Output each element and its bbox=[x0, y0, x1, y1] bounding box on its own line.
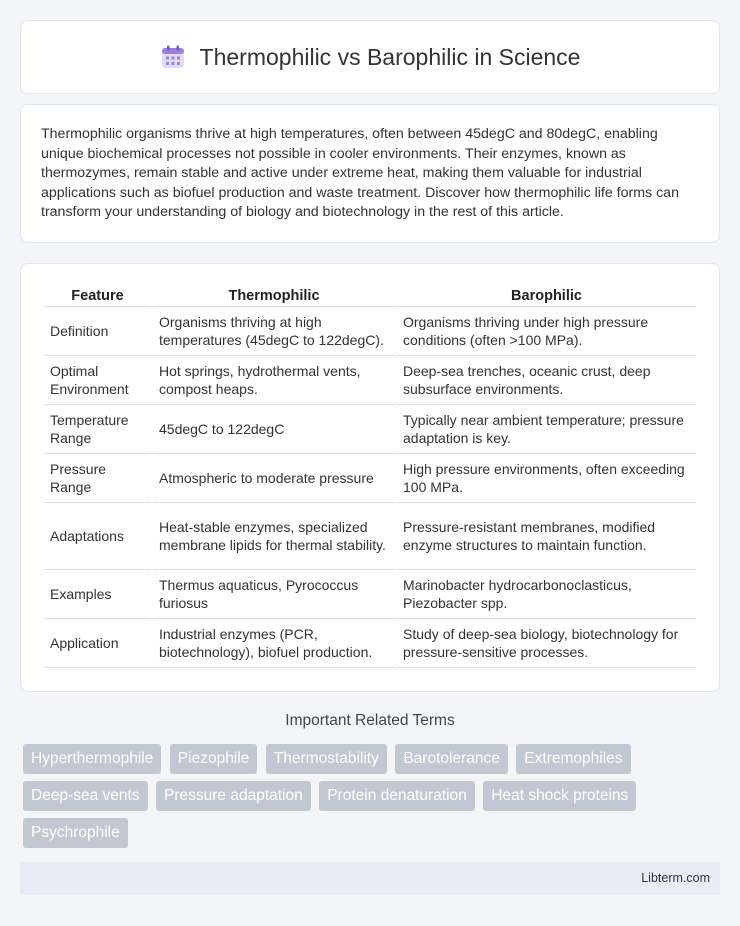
comparison-card bbox=[20, 263, 720, 692]
footer bbox=[20, 862, 720, 895]
row-feature: Definition bbox=[44, 307, 151, 356]
header-thermophilic: Thermophilic bbox=[153, 284, 395, 307]
term-tag[interactable]: Thermostability bbox=[266, 744, 387, 774]
row-feature: Pressure Range bbox=[44, 454, 151, 503]
row-thermophilic: Atmospheric to moderate pressure bbox=[153, 454, 395, 503]
term-tag[interactable]: Barotolerance bbox=[395, 744, 508, 774]
header-card bbox=[20, 20, 720, 94]
row-thermophilic: Thermus aquaticus, Pyrococcus furiosus bbox=[153, 570, 395, 619]
row-feature: Application bbox=[44, 619, 151, 668]
footer-brand-link[interactable]: Libterm.com bbox=[641, 871, 710, 885]
related-terms-title: Important Related Terms bbox=[285, 712, 455, 729]
row-barophilic: High pressure environments, often exceeding 100 MPa. bbox=[397, 454, 696, 503]
row-thermophilic: 45degC to 122degC bbox=[153, 405, 395, 454]
comparison-table bbox=[42, 284, 698, 668]
row-barophilic: Deep-sea trenches, oceanic crust, deep subsurface environments. bbox=[397, 356, 696, 405]
table-row bbox=[44, 454, 696, 503]
table-row bbox=[44, 405, 696, 454]
term-tag[interactable]: Deep-sea vents bbox=[23, 781, 148, 811]
table-row bbox=[44, 307, 696, 356]
row-barophilic: Typically near ambient temperature; pressure adaptation is key. bbox=[397, 405, 696, 454]
intro-card bbox=[20, 104, 720, 243]
table-row bbox=[44, 570, 696, 619]
table-row bbox=[44, 356, 696, 405]
row-feature: Adaptations bbox=[44, 503, 151, 570]
related-terms-list bbox=[23, 744, 723, 855]
page-title: Thermophilic vs Barophilic in Science bbox=[199, 43, 581, 70]
term-tag[interactable]: Heat shock proteins bbox=[483, 781, 636, 811]
row-thermophilic: Heat-stable enzymes, specialized membrane lipids for thermal stability. bbox=[153, 503, 395, 570]
row-barophilic: Pressure-resistant membranes, modified enzyme structures to maintain function. bbox=[397, 503, 696, 570]
row-thermophilic: Industrial enzymes (PCR, biotechnology), biofuel production. bbox=[153, 619, 395, 668]
term-tag[interactable]: Pressure adaptation bbox=[156, 781, 311, 811]
row-barophilic: Organisms thriving under high pressure conditions (often >100 MPa). bbox=[397, 307, 696, 356]
table-header-row bbox=[44, 284, 696, 307]
term-tag[interactable]: Protein denaturation bbox=[319, 781, 475, 811]
row-barophilic: Study of deep-sea biology, biotechnology for pressure-sensitive processes. bbox=[397, 619, 696, 668]
term-tag[interactable]: Extremophiles bbox=[516, 744, 630, 774]
term-tag[interactable]: Hyperthermophile bbox=[23, 744, 161, 774]
calendar-grid-icon bbox=[160, 44, 186, 70]
header-feature: Feature bbox=[44, 284, 151, 307]
table-row bbox=[44, 619, 696, 668]
row-thermophilic: Organisms thriving at high temperatures (45degC to 122degC). bbox=[153, 307, 395, 356]
row-thermophilic: Hot springs, hydrothermal vents, compost heaps. bbox=[153, 356, 395, 405]
row-barophilic: Marinobacter hydrocarbonoclasticus, Piezobacter spp. bbox=[397, 570, 696, 619]
intro-text: Thermophilic organisms thrive at high temperatures, often between 45degC and 80degC, enabling unique biochemical processes not possible in cooler environments. Their enzymes, known as thermozymes, remain stable and active under extreme heat, making them valuable for industrial applications such as biofuel production and waste treatment. Discover how thermophilic life forms can transform your understanding of biology and biotechnology in the rest of this article. bbox=[41, 126, 679, 220]
header-barophilic: Barophilic bbox=[397, 284, 696, 307]
row-feature: Examples bbox=[44, 570, 151, 619]
term-tag[interactable]: Piezophile bbox=[170, 744, 258, 774]
table-row bbox=[44, 503, 696, 570]
row-feature: Optimal Environment bbox=[44, 356, 151, 405]
term-tag[interactable]: Psychrophile bbox=[23, 818, 128, 848]
row-feature: Temperature Range bbox=[44, 405, 151, 454]
